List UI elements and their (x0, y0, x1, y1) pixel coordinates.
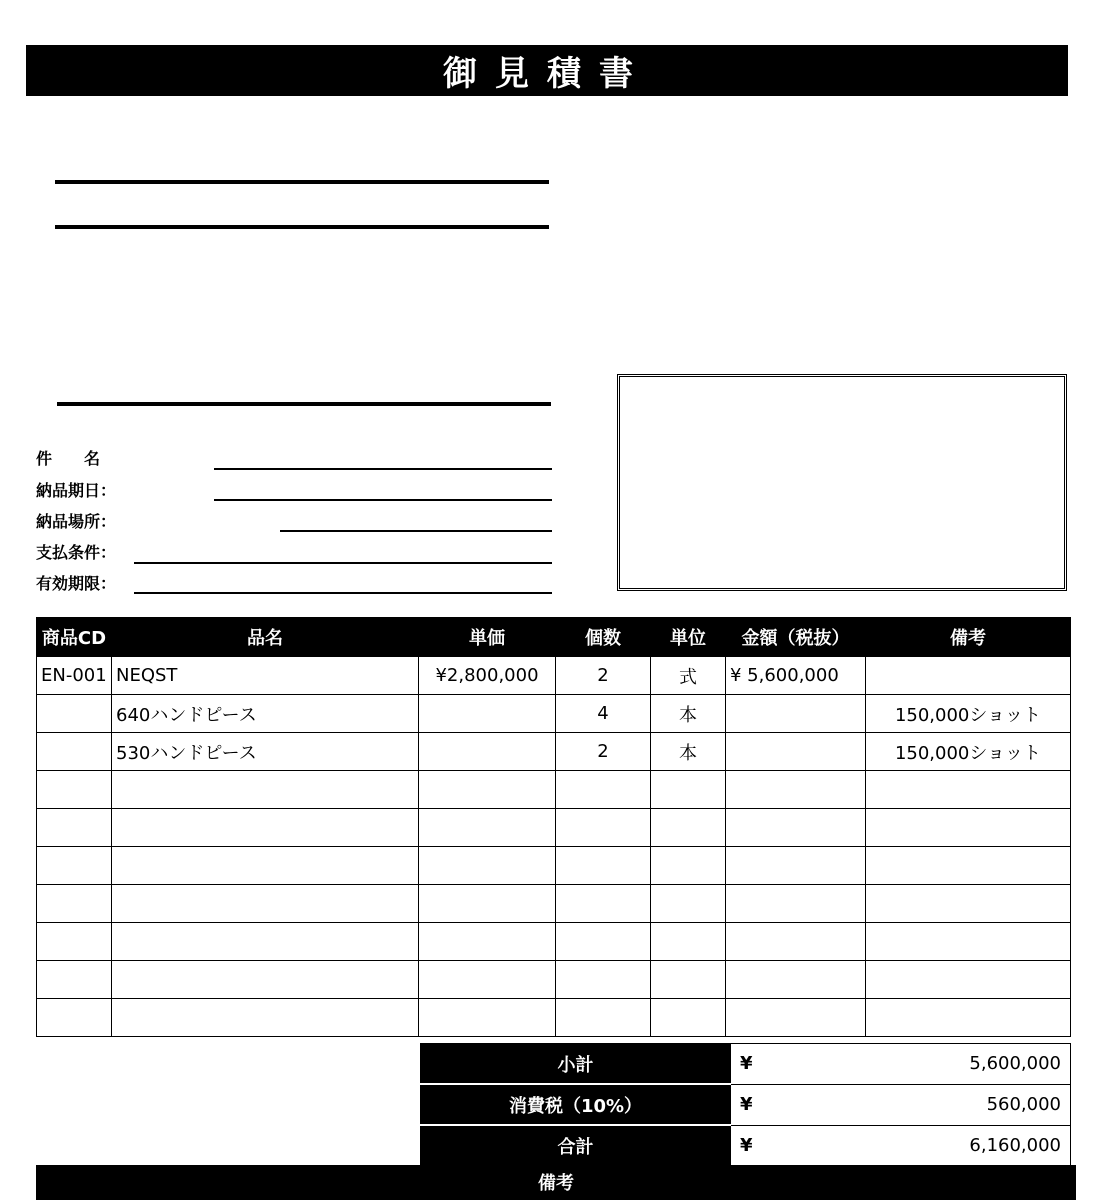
cell-quantity: 2 (556, 733, 651, 771)
cell-note: 150,000ショット (866, 695, 1071, 733)
cell-amount (726, 923, 866, 961)
subtotal-value: 5,600,000 (969, 1053, 1061, 1075)
cell-code (37, 923, 112, 961)
cell-quantity: 2 (556, 657, 651, 695)
cell-note (866, 885, 1071, 923)
table-row (37, 695, 1071, 733)
issuer-box (617, 374, 1067, 591)
items-header-row (37, 618, 1071, 657)
recipient-line-2 (55, 225, 549, 229)
cell-unit-price (419, 733, 556, 771)
tax-label: 消費税（10%） (421, 1084, 731, 1125)
subtotal-currency: ¥ (740, 1053, 753, 1075)
cell-note (866, 961, 1071, 999)
header-unit-price: 単価 (419, 618, 556, 657)
cell-code (37, 771, 112, 809)
cell-note (866, 657, 1071, 695)
table-row (37, 657, 1071, 695)
cell-amount: ¥ 5,600,000 (726, 657, 866, 695)
cell-code (37, 847, 112, 885)
cell-unit (651, 885, 726, 923)
cell-name: 640ハンドピース (112, 695, 419, 733)
cell-name (112, 999, 419, 1037)
cell-amount (726, 885, 866, 923)
recipient-line-3 (57, 402, 551, 406)
tax-value-cell (731, 1084, 1071, 1125)
cell-unit-price (419, 885, 556, 923)
cell-quantity (556, 999, 651, 1037)
cell-amount (726, 961, 866, 999)
cell-quantity (556, 847, 651, 885)
cell-name: NEQST (112, 657, 419, 695)
cell-unit (651, 847, 726, 885)
field-label-validity: 有効期限： (36, 574, 117, 593)
cell-quantity (556, 809, 651, 847)
total-label: 合計 (421, 1125, 731, 1166)
cell-amount (726, 695, 866, 733)
field-label-delivery-date: 納品期日： (36, 481, 117, 500)
subtotal-value-cell (731, 1044, 1071, 1085)
cell-code (37, 733, 112, 771)
cell-amount (726, 733, 866, 771)
cell-quantity: 4 (556, 695, 651, 733)
cell-unit-price (419, 999, 556, 1037)
cell-unit: 本 (651, 695, 726, 733)
total-value-cell (731, 1125, 1071, 1166)
remarks-header: 備考 (36, 1165, 1076, 1200)
tax-currency: ¥ (740, 1094, 753, 1115)
cell-unit (651, 771, 726, 809)
total-value: 6,160,000 (969, 1135, 1061, 1156)
cell-unit-price (419, 923, 556, 961)
subtotal-label: 小計 (421, 1044, 731, 1085)
cell-code: EN-001 (37, 657, 112, 695)
cell-amount (726, 771, 866, 809)
field-line-delivery-place (280, 530, 552, 532)
tax-row (421, 1084, 1071, 1125)
subtotal-row (421, 1044, 1071, 1085)
table-row (37, 885, 1071, 923)
cell-code (37, 999, 112, 1037)
cell-amount (726, 847, 866, 885)
cell-note (866, 809, 1071, 847)
field-label-delivery-place: 納品場所： (36, 512, 117, 531)
table-row (37, 923, 1071, 961)
header-product-name: 品名 (112, 618, 419, 657)
field-label-payment-terms: 支払条件： (36, 543, 117, 562)
cell-unit: 本 (651, 733, 726, 771)
recipient-line-1 (55, 180, 549, 184)
items-table (36, 617, 1071, 1037)
cell-name (112, 923, 419, 961)
header-note: 備考 (866, 618, 1071, 657)
cell-note: 150,000ショット (866, 733, 1071, 771)
table-row (37, 809, 1071, 847)
header-product-code: 商品CD (37, 618, 112, 657)
cell-unit-price (419, 847, 556, 885)
cell-unit (651, 923, 726, 961)
total-currency: ¥ (740, 1135, 753, 1156)
cell-note (866, 847, 1071, 885)
table-row (37, 999, 1071, 1037)
tax-value: 560,000 (986, 1094, 1061, 1115)
header-quantity: 個数 (556, 618, 651, 657)
cell-note (866, 999, 1071, 1037)
cell-amount (726, 809, 866, 847)
document-title: 御見積書 (26, 45, 1068, 96)
cell-code (37, 885, 112, 923)
cell-unit-price (419, 809, 556, 847)
field-line-validity (134, 592, 552, 594)
cell-unit-price (419, 771, 556, 809)
field-line-payment-terms (134, 562, 552, 564)
table-row (37, 771, 1071, 809)
cell-unit-price: ¥2,800,000 (419, 657, 556, 695)
cell-code (37, 961, 112, 999)
cell-name (112, 885, 419, 923)
cell-unit (651, 961, 726, 999)
field-label-subject: 件 名 (36, 449, 101, 468)
cell-amount (726, 999, 866, 1037)
cell-quantity (556, 885, 651, 923)
table-row (37, 961, 1071, 999)
cell-unit-price (419, 695, 556, 733)
cell-quantity (556, 961, 651, 999)
table-row (37, 733, 1071, 771)
cell-unit (651, 999, 726, 1037)
field-line-delivery-date (214, 499, 552, 501)
cell-name (112, 809, 419, 847)
cell-name (112, 847, 419, 885)
header-amount: 金額（税抜） (726, 618, 866, 657)
header-unit: 単位 (651, 618, 726, 657)
cell-unit-price (419, 961, 556, 999)
cell-unit (651, 809, 726, 847)
cell-quantity (556, 771, 651, 809)
cell-note (866, 923, 1071, 961)
cell-name (112, 961, 419, 999)
table-row (37, 847, 1071, 885)
cell-note (866, 771, 1071, 809)
totals-table (420, 1043, 1071, 1167)
cell-unit: 式 (651, 657, 726, 695)
cell-name: 530ハンドピース (112, 733, 419, 771)
total-row (421, 1125, 1071, 1166)
field-line-subject (214, 468, 552, 470)
cell-code (37, 809, 112, 847)
cell-name (112, 771, 419, 809)
cell-code (37, 695, 112, 733)
cell-quantity (556, 923, 651, 961)
